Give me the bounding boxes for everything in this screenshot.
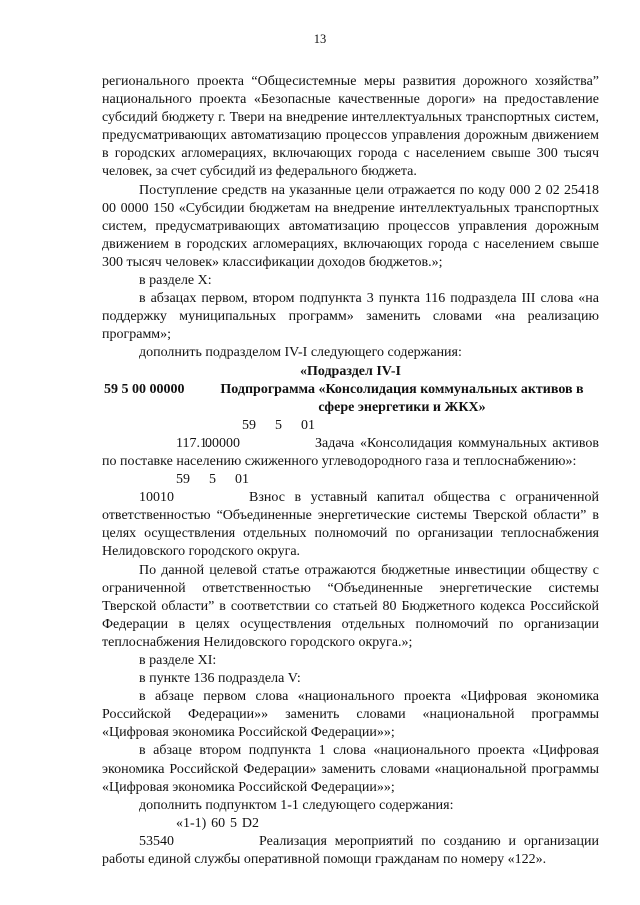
- item-code: 59 5 01 00000: [205, 417, 315, 451]
- article-paragraph: [102, 471, 599, 561]
- page-number: 13: [313, 32, 327, 46]
- item-text: Задача «Консолидация коммунальных активов по поставке населению сжиженного углеводородного газа и теплоснабжению»:: [102, 435, 599, 469]
- paragraph: дополнить подпунктом 1-1 следующего содержания:: [139, 797, 454, 813]
- subsection-title: «Подраздел IV-I: [299, 363, 401, 379]
- paragraph: регионального проекта “Общесистемные меры развития дорожного хозяйства” национального проекта «Безопасные качественные дороги» на предоставление субсидий бюджету г. Твери на внедрение интеллектуальных транспортных систем, предусматривающих автоматизацию процессов управления дорожным движением в городских агломерациях, включающих города с населением свыше 300 тысяч человек, за счет субсидий из федерального бюджета.: [102, 74, 599, 180]
- paragraph: в пункте 136 подраздела V:: [139, 671, 301, 687]
- subitem-paragraph: [102, 815, 599, 869]
- subprogram-code: 59 5 00 00000: [104, 381, 185, 397]
- item-number: 117.1.: [176, 435, 211, 451]
- article-code: 59 5 01 10010: [139, 472, 249, 506]
- subprogram-title: Подпрограмма «Консолидация коммунальных активов в сфере энергетики и ЖКХ»: [220, 381, 584, 415]
- subitem-text: Реализация мероприятий по созданию и организации работы единой службы оперативной помощи гражданам по номеру «122».: [102, 833, 599, 868]
- article-text: Взнос в уставный капитал общества с ограниченной ответственностью “Объединенные энергетические системы Тверской области” в целях осуществления отдельных полномочий по организации теплоснабжения Нелидовского городского округа.: [102, 490, 599, 560]
- paragraph: в абзацах первом, втором подпункта 3 пункта 116 подраздела III слова «на поддержку муниципальных программ» заменить словами «на реализацию программ»;: [102, 291, 599, 343]
- subprogram-heading: [104, 381, 599, 417]
- document-body: [102, 73, 599, 869]
- item-paragraph: [102, 417, 599, 471]
- paragraph: в разделе X:: [139, 273, 212, 289]
- paragraph: дополнить подразделом IV-I следующего содержания:: [139, 345, 462, 361]
- paragraph: Поступление средств на указанные цели отражается по коду 000 2 02 25418 00 0000 150 «Субсидии бюджетам на внедрение интеллектуальных транспортных систем, предусматривающих автоматизацию процессов управления дорожным движением в городских агломерациях, включающих города с населением свыше 300 тысяч человек» классификации доходов бюджетов.»;: [102, 182, 599, 270]
- subitem-code: «1-1) 60 5 D2 53540: [139, 815, 259, 849]
- paragraph: в абзаце втором подпункта 1 слова «национального проекта «Цифровая экономика Российской Федерации» заменить словами «национальной программы «Цифровая экономика Российской Федерации»»;: [102, 743, 599, 795]
- paragraph: По данной целевой статье отражаются бюджетные инвестиции обществу с ограниченной ответственностью “Объединенные энергетические системы Тверской области” в соответствии со статьей 80 Бюджетного кодекса Российской Федерации в целях осуществления отдельных полномочий по организации теплоснабжения Нелидовского городского округа.»;: [102, 562, 599, 650]
- paragraph: в абзаце первом слова «национального проекта «Цифровая экономика Российской Федерации»» заменить словами «национальной программы «Цифровая экономика Российской Федерации»»;: [102, 689, 599, 741]
- paragraph: в разделе XI:: [139, 653, 217, 668]
